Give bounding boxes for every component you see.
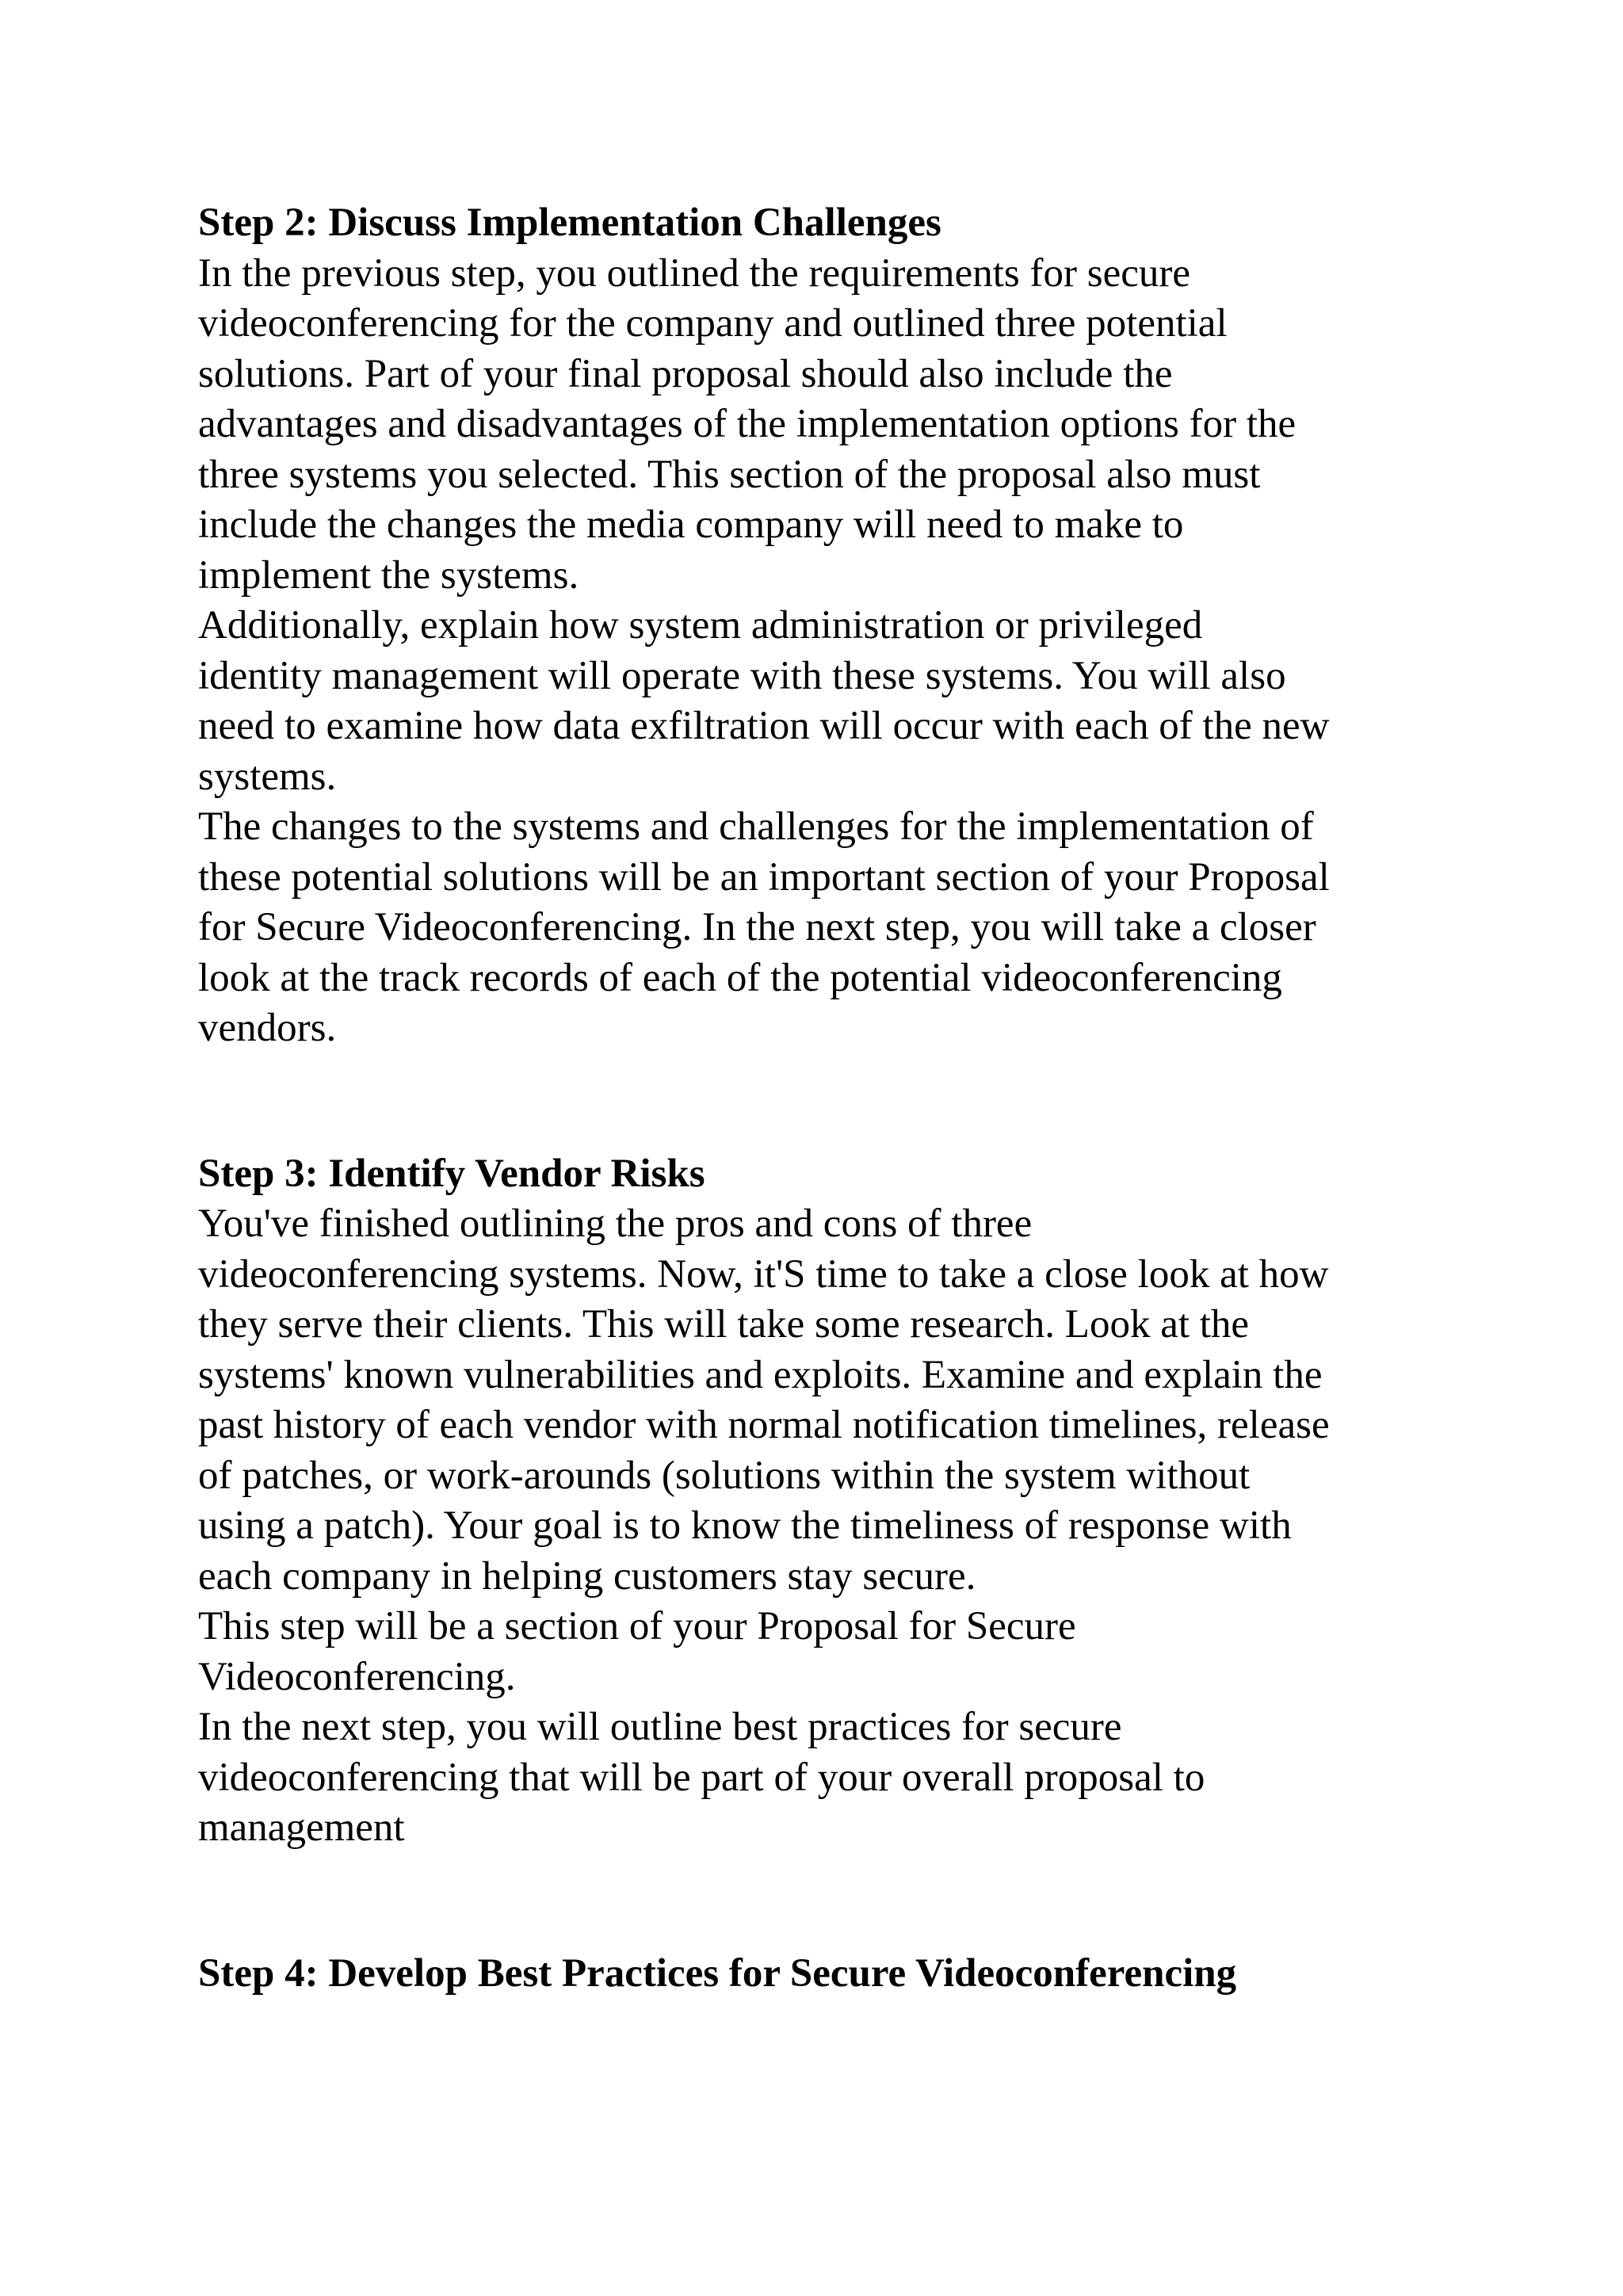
text-line: using a patch). Your goal is to know the timeliness of response with — [198, 1503, 1292, 1548]
text-line: The changes to the systems and challenges for the implementation of — [198, 804, 1314, 849]
text-line: past history of each vendor with normal notification timelines, release — [198, 1403, 1330, 1447]
text-line: implement the systems. — [198, 552, 579, 598]
text-line: they serve their clients. This will take some research. Look at the — [198, 1302, 1250, 1347]
section-step-4 — [198, 1949, 1504, 2000]
text-line: management — [198, 1805, 405, 1850]
text-line: solutions. Part of your final proposal should also include the — [198, 351, 1173, 396]
text-line: of patches, or work-arounds (solutions within the system without — [198, 1453, 1251, 1498]
text-line: videoconferencing systems. Now, it'S time to take a close look at how — [198, 1251, 1329, 1297]
text-line: include the changes the media company will need to make to — [198, 502, 1184, 547]
text-line: systems' known vulnerabilities and exploits. Examine and explain the — [198, 1352, 1323, 1397]
text-line: vendors. — [198, 1006, 337, 1050]
text-line: videoconferencing for the company and outlined three potential — [198, 301, 1228, 346]
text-line: each company in helping customers stay secure. — [198, 1553, 976, 1599]
text-line: systems. — [198, 754, 337, 799]
section-heading: Step 2: Discuss Implementation Challenges — [198, 201, 941, 245]
text-line: look at the track records of each of the potential videoconferencing — [198, 955, 1282, 1000]
section-heading: Step 4: Develop Best Practices for Secure Videoconferencing — [198, 1950, 1237, 1996]
text-line: In the next step, you will outline best practices for secure — [198, 1705, 1122, 1749]
section-step-3 — [198, 1149, 1504, 1854]
text-line: need to examine how data exfiltration will occur with each of the new — [198, 704, 1330, 748]
section-step-2 — [198, 198, 1504, 1054]
text-line: You've finished outlining the pros and cons of three — [198, 1201, 1033, 1246]
text-line: advantages and disadvantages of the implementation options for the — [198, 402, 1296, 446]
text-line: In the previous step, you outlined the requirements for secure — [198, 250, 1190, 296]
text-line: identity management will operate with these systems. You will also — [198, 653, 1286, 698]
text-line: videoconferencing that will be part of your overall proposal to — [198, 1755, 1205, 1800]
section-heading: Step 3: Identify Vendor Risks — [198, 1151, 705, 1196]
text-line: Videoconferencing. — [198, 1654, 516, 1699]
text-line: for Secure Videoconferencing. In the next step, you will take a closer — [198, 905, 1316, 949]
text-line: This step will be a section of your Proposal for Secure — [198, 1604, 1076, 1648]
text-line: these potential solutions will be an important section of your Proposal — [198, 854, 1330, 900]
text-line: Additionally, explain how system administration or privileged — [198, 603, 1203, 648]
text-line: three systems you selected. This section of the proposal also must — [198, 452, 1261, 497]
